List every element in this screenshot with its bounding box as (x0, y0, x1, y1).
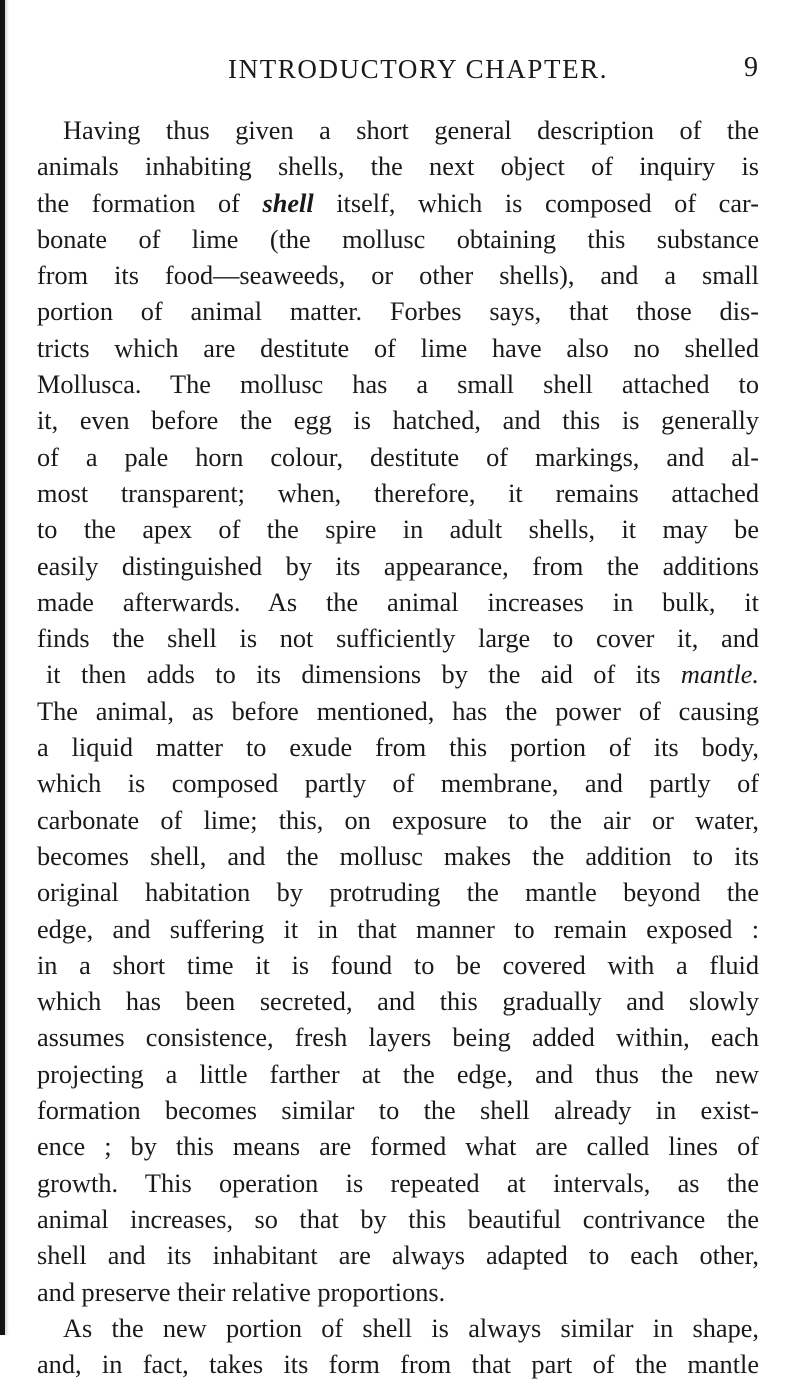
text-fragment: itself, which is composed of car- (336, 188, 759, 218)
text-line: formation becomes similar to the shell already in exist- (37, 1096, 759, 1126)
text-line: finds the shell is not sufficiently large to cover it, and (37, 624, 759, 654)
text-line: edge, and suffering it in that manner to remain exposed : (37, 914, 759, 944)
text-line: which has been secreted, and this gradually and slowly (37, 987, 759, 1017)
text-line: and, in fact, takes its form from that part of the mantle (37, 1350, 759, 1380)
text-line: becomes shell, and the mollusc makes the addition to its (37, 841, 759, 871)
body-text (37, 113, 759, 1383)
text-line (37, 186, 759, 222)
text-line: growth. This operation is repeated at intervals, as the (37, 1168, 759, 1198)
text-line: made afterwards. As the animal increases in bulk, it (37, 587, 759, 617)
text-line: Having thus given a short general description of the (63, 116, 759, 145)
text-fragment: it then adds to its dimensions by the aid of its (46, 660, 661, 690)
running-head: INTRODUCTORY CHAPTER. (228, 54, 609, 84)
text-line: portion of animal matter. Forbes says, that those dis- (37, 297, 759, 327)
page-edge-gradient (0, 0, 9, 1335)
text-line: As the new portion of shell is always similar in shape, (63, 1313, 759, 1343)
text-line: original habitation by protruding the mantle beyond the (37, 878, 759, 908)
text-line: animal increases, so that by this beautiful contrivance the (37, 1204, 759, 1234)
text-line: ence ; by this means are formed what are called lines of (37, 1132, 759, 1162)
text-line: bonate of lime (the mollusc obtaining this substance (37, 224, 759, 254)
text-line: assumes consistence, fresh layers being added within, each (37, 1023, 759, 1053)
text-line: easily distinguished by its appearance, from the additions (37, 551, 759, 581)
text-line: and preserve their relative proportions. (37, 1277, 446, 1307)
page-number: 9 (744, 52, 758, 83)
text-line: Mollusca. The mollusc has a small shell attached to (37, 370, 759, 400)
text-line: from its food—seaweeds, or other shells), and a small (37, 261, 759, 291)
text-line: to the apex of the spire in adult shells, it may be (37, 515, 759, 545)
emphasis-shell: shell (262, 188, 314, 218)
text-line: tricts which are destitute of lime have also no shelled (37, 333, 759, 363)
text-line: shell and its inhabitant are always adapted to each other, (37, 1241, 759, 1271)
emphasis-mantle: mantle. (680, 660, 760, 690)
text-line: carbonate of lime; this, on exposure to the air or water, (37, 805, 759, 835)
text-fragment: the formation of (37, 188, 240, 218)
text-line: a liquid matter to exude from this portion of its body, (37, 733, 759, 763)
text-line: in a short time it is found to be covered with a fluid (37, 950, 759, 980)
text-line: The animal, as before mentioned, has the power of causing (37, 696, 759, 726)
text-line: projecting a little farther at the edge, and thus the new (37, 1059, 759, 1089)
text-line (37, 657, 759, 693)
text-line: animals inhabiting shells, the next object of inquiry is (37, 152, 759, 182)
text-line: of a pale horn colour, destitute of markings, and al- (37, 442, 759, 472)
text-line: most transparent; when, therefore, it remains attached (37, 478, 759, 508)
text-line: which is composed partly of membrane, and partly of (37, 769, 759, 799)
text-line: it, even before the egg is hatched, and this is generally (37, 406, 759, 436)
